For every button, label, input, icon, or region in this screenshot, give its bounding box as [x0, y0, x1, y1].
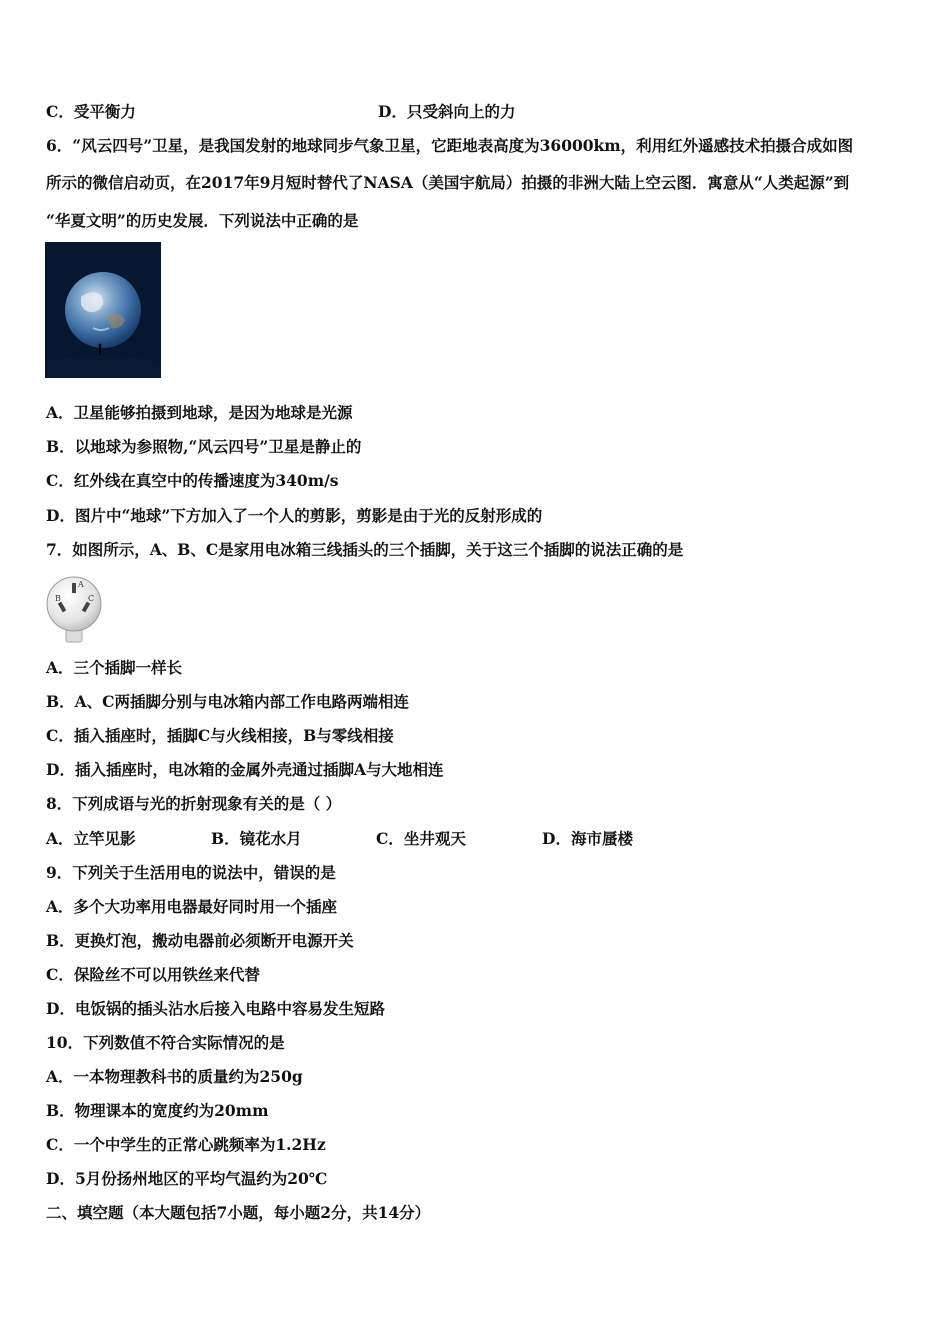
q7-option-a: A．三个插脚一样长 — [46, 658, 183, 677]
section-2-heading: 二、填空题（本大题包括7小题，每小题2分，共14分） — [46, 1203, 431, 1222]
q9-option-b: B．更换灯泡，搬动电器前必须断开电源开关 — [46, 931, 354, 950]
q9-stem: 9．下列关于生活用电的说法中，错误的是 — [46, 863, 336, 882]
q7-option-c: C．插入插座时，插脚C与火线相接，B与零线相接 — [46, 726, 394, 745]
q8-option-c: C．坐井观天 — [376, 829, 466, 848]
plug-label-b: B — [55, 594, 61, 603]
q9-option-a: A．多个大功率用电器最好同时用一个插座 — [46, 897, 338, 916]
q8-stem: 8．下列成语与光的折射现象有关的是（ ） — [46, 794, 342, 813]
q10-stem: 10．下列数值不符合实际情况的是 — [46, 1033, 285, 1052]
q8-option-b: B．镜花水月 — [211, 829, 302, 848]
q6-option-d: D．图片中“地球”下方加入了一个人的剪影，剪影是由于光的反射形成的 — [46, 506, 543, 525]
plug-label-c: C — [88, 594, 95, 603]
q7-option-b: B．A、C两插脚分别与电冰箱内部工作电路两端相连 — [46, 692, 409, 711]
q5-options-row — [46, 101, 515, 123]
q10-option-c: C．一个中学生的正常心跳频率为1.2Hz — [46, 1135, 326, 1154]
q6-stem-line-3: “华夏文明”的历史发展．下列说法中正确的是 — [46, 211, 359, 230]
q6-option-c: C．红外线在真空中的传播速度为340m/s — [46, 471, 339, 490]
q7-option-d: D．插入插座时，电冰箱的金属外壳通过插脚A与大地相连 — [46, 760, 444, 779]
q9-option-c: C．保险丝不可以用铁丝来代替 — [46, 965, 260, 984]
q6-option-a: A．卫星能够拍摄到地球，是因为地球是光源 — [46, 403, 353, 422]
q8-option-d: D．海市蜃楼 — [542, 829, 633, 848]
q10-option-b: B．物理课本的宽度约为20mm — [46, 1101, 269, 1120]
q10-option-a: A．一本物理教科书的质量约为250g — [46, 1067, 303, 1086]
q10-option-d: D．5月份扬州地区的平均气温约为20℃ — [46, 1169, 328, 1188]
plug-label-a: A — [78, 580, 84, 589]
q5-option-d: D．只受斜向上的力 — [378, 102, 516, 121]
q7-stem: 7．如图所示，A、B、C是家用电冰箱三线插头的三个插脚，关于这三个插脚的说法正确的是 — [46, 540, 684, 559]
earth-silhouette-image — [45, 242, 161, 378]
q6-stem-line-1: 6．“风云四号”卫星，是我国发射的地球同步气象卫星，它距地表高度为36000km，利用红外遥感技术拍摄合成如图 — [46, 136, 854, 155]
q6-option-b: B．以地球为参照物,“风云四号”卫星是静止的 — [46, 437, 362, 456]
q8-option-a: A．立竿见影 — [46, 829, 136, 848]
q9-option-d: D．电饭锅的插头沾水后接入电路中容易发生短路 — [46, 999, 385, 1018]
q8-options-row — [46, 828, 633, 850]
three-pin-plug-image — [44, 574, 104, 646]
q6-stem-line-2: 所示的微信启动页，在2017年9月短时替代了NASA（美国宇航局）拍摄的非洲大陆上空云图．寓意从“人类起源”到 — [46, 173, 850, 192]
q5-option-c: C．受平衡力 — [46, 102, 136, 121]
